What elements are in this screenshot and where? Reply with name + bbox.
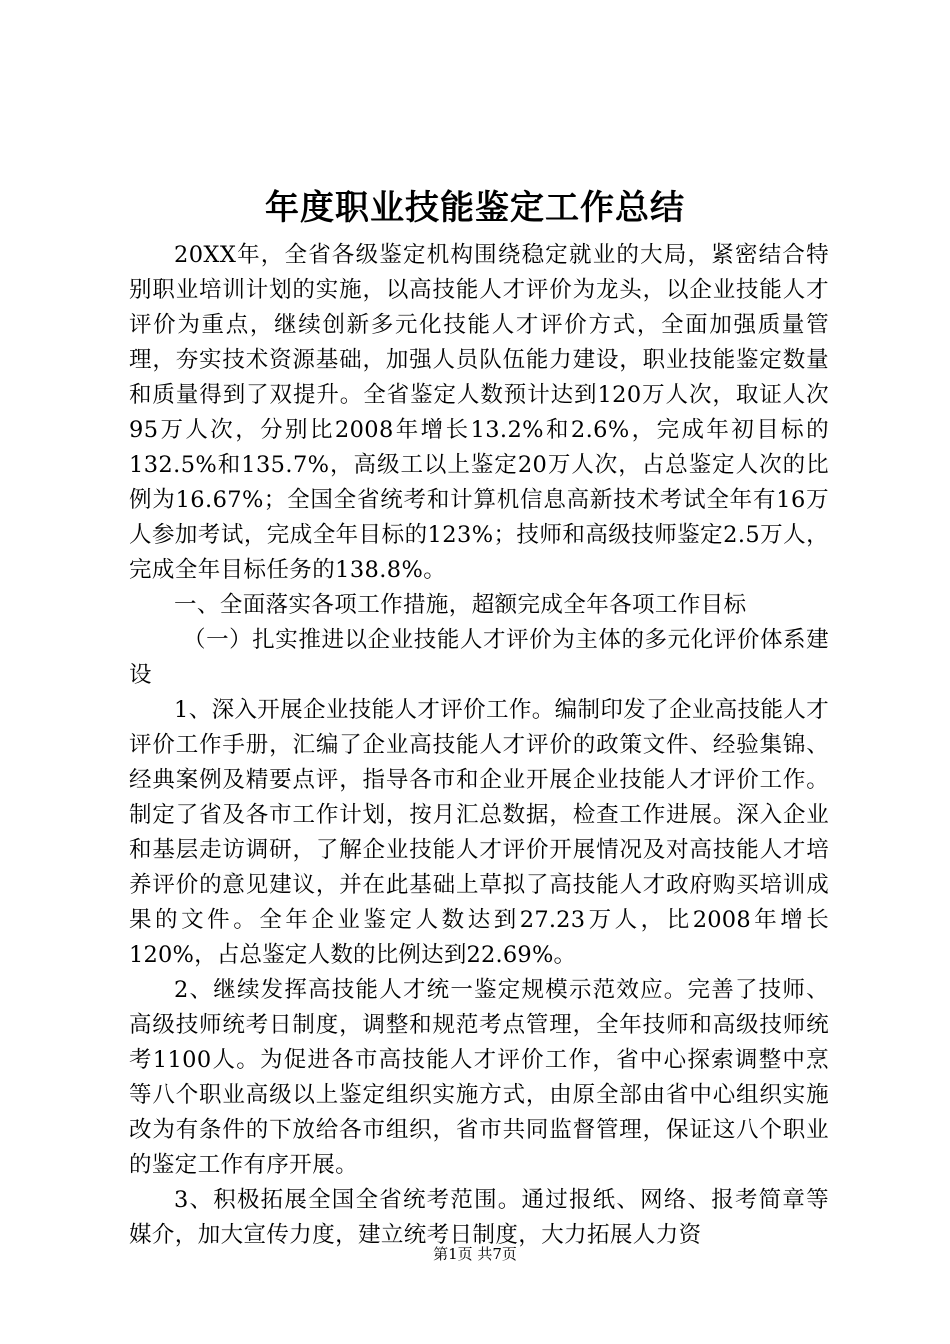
section-heading-1: 一、全面落实各项工作措施，超额完成全年各项工作目标	[174, 592, 747, 618]
page-footer: 第1页 共7页	[433, 1245, 517, 1263]
paragraph-item-2: 2、继续发挥高技能人才统一鉴定规模示范效应。完善了技师、高级技师统考日制度，调整和规范考点管理，全年技师和高级技师统考1100人。为促进各市高技能人才评价工作，省中心探索调整中烹等八个职业高级以上鉴定组织实施方式，由原全部由省中心组织实施改为有条件的下放给各市组织，省市共同监督管理，保证这八个职业的鉴定工作有序开展。	[129, 977, 829, 1178]
subsection-heading-1: （一）扎实推进以企业技能人才评价为主体的多元化评价体系建设	[129, 627, 829, 688]
paragraph-summary: 20XX年，全省各级鉴定机构围绕稳定就业的大局，紧密结合特别职业培训计划的实施，以高技能人才评价为龙头，以企业技能人才评价为重点，继续创新多元化技能人才评价方式，全面加强质量管理，夯实技术资源基础，加强人员队伍能力建设，职业技能鉴定数量和质量得到了双提升。全省鉴定人数预计达到120万人次，取证人次95万人次，分别比2008年增长13.2%和2.6%，完成年初目标的132.5%和135.7%，高级工以上鉴定20万人次，占总鉴定人次的比例为16.67%；全国全省统考和计算机信息高新技术考试全年有16万人参加考试，完成全年目标的123%；技师和高级技师鉴定2.5万人，完成全年目标任务的138.8%。	[129, 242, 829, 583]
paragraph-item-3: 3、积极拓展全国全省统考范围。通过报纸、网络、报考简章等媒介，加大宣传力度，建立统考日制度，大力拓展人力资	[129, 1187, 829, 1248]
document-title: 年度职业技能鉴定工作总结	[265, 188, 685, 228]
paragraph-item-1: 1、深入开展企业技能人才评价工作。编制印发了企业高技能人才评价工作手册，汇编了企业高技能人才评价的政策文件、经验集锦、经典案例及精要点评，指导各市和企业开展企业技能人才评价工作。制定了省及各市工作计划，按月汇总数据，检查工作进展。深入企业和基层走访调研，了解企业技能人才评价开展情况及对高技能人才培养评价的意见建议，并在此基础上草拟了高技能人才政府购买培训成果的文件。全年企业鉴定人数达到27.23万人，比2008年增长120%，占总鉴定人数的比例达到22.69%。	[129, 697, 829, 968]
document-body	[129, 238, 829, 1253]
